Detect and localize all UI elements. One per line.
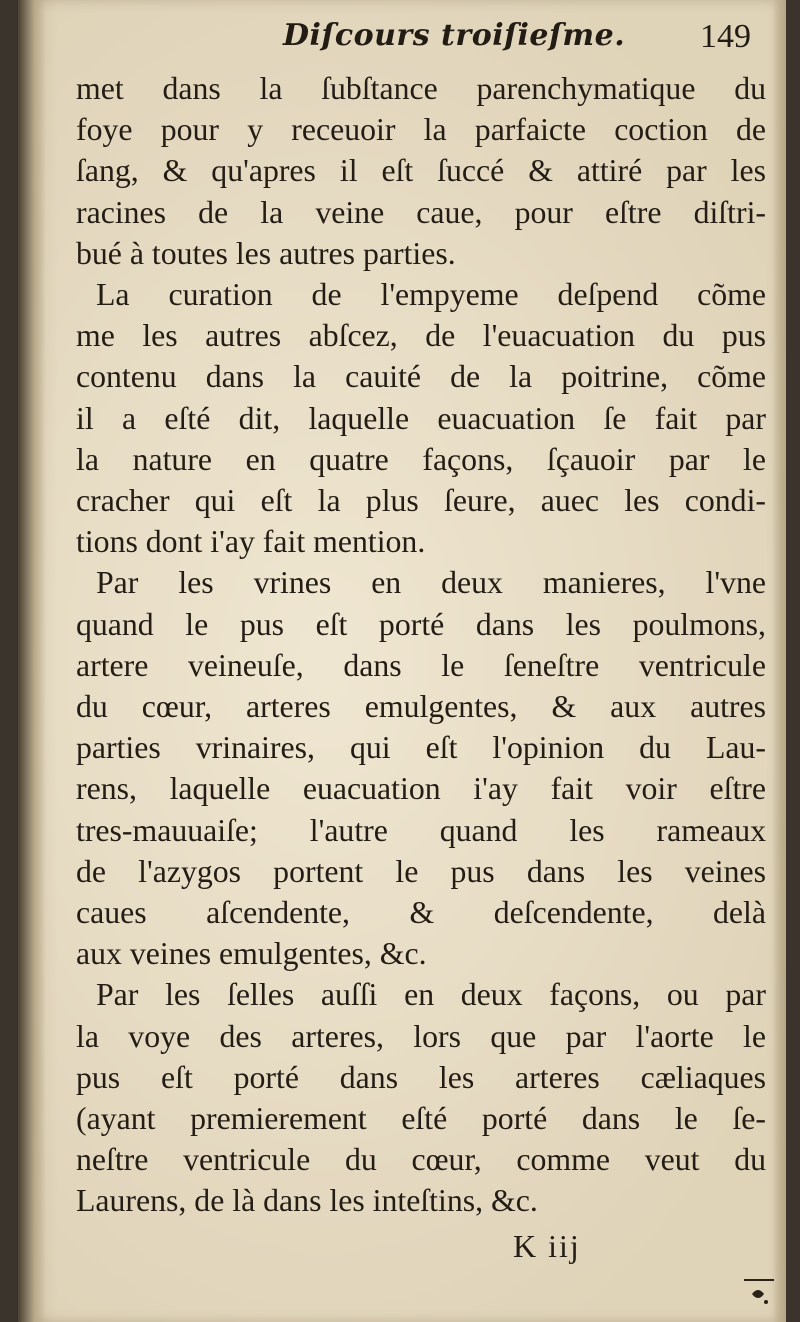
text-line-content: racines de la veine caue, pour eſtre diſtri- — [76, 194, 766, 230]
text-line — [76, 315, 766, 356]
text-line-content: il a eſté dit, laquelle euacuation ſe fait par — [76, 400, 766, 436]
text-line — [76, 727, 766, 768]
text-line — [76, 686, 766, 727]
text-line — [76, 892, 766, 933]
text-line — [76, 562, 766, 603]
text-line-content: de l'azygos portent le pus dans les veines — [76, 853, 766, 889]
text-line — [76, 68, 766, 109]
text-line — [76, 1180, 766, 1221]
text-line-content: (ayant premierement eſté porté dans le ſe- — [76, 1101, 766, 1137]
text-line — [76, 1139, 766, 1180]
text-line — [76, 604, 766, 645]
text-line-content: La curation de l'empyeme deſpend cõme — [96, 277, 766, 313]
text-line-content: quand le pus eſt porté dans les poulmons, — [76, 606, 766, 642]
text-line — [76, 109, 766, 150]
page-gutter — [18, 0, 46, 1322]
text-line — [76, 398, 766, 439]
text-line-content: tions dont i'ay fait mention. — [76, 524, 426, 560]
text-line-content: tres-mauuaiſe; l'autre quand les rameaux — [76, 812, 766, 848]
text-line-content: Par les ſelles auſſi en deux façons, ou par — [96, 977, 766, 1013]
text-line-content: parties vrinaires, qui eſt l'opinion du Lau- — [76, 730, 766, 766]
text-line-content: du cœur, arteres emulgentes, & aux autres — [76, 689, 766, 725]
text-line-content: me les autres abſcez, de l'euacuation du pus — [76, 318, 766, 354]
text-line — [76, 1057, 766, 1098]
text-line — [76, 274, 766, 315]
text-line-content: caues aſcendente, & deſcendente, delà — [76, 895, 766, 931]
text-line — [76, 645, 766, 686]
signature-mark: K iij — [513, 1228, 581, 1264]
text-line — [76, 480, 766, 521]
text-line-content: cracher qui eſt la plus ſeure, auec les condi- — [76, 483, 766, 519]
text-line — [76, 810, 766, 851]
text-line — [76, 768, 766, 809]
printer-ornament-icon — [740, 1272, 776, 1308]
text-line-content: foye pour y receuoir la parfaicte coction de — [76, 112, 766, 148]
running-head: Diſcours troiſieſme. — [283, 18, 626, 53]
text-line — [76, 233, 766, 274]
text-line-content: bué à toutes les autres parties. — [76, 235, 456, 271]
text-line — [76, 851, 766, 892]
text-line-content: met dans la ſubſtance parenchymatique du — [76, 71, 766, 106]
text-line-content: contenu dans la cauité de la poitrine, cõme — [76, 359, 766, 395]
text-line-content: Par les vrines en deux manieres, l'vne — [96, 565, 766, 601]
text-line-content: la nature en quatre façons, ſçauoir par le — [76, 441, 766, 477]
text-line — [76, 192, 766, 233]
text-line-content: ſang, & qu'apres il eſt ſuccé & attiré par les — [76, 153, 766, 189]
text-line — [76, 356, 766, 397]
text-line — [76, 150, 766, 191]
text-line — [76, 439, 766, 480]
book-page — [18, 0, 786, 1322]
text-line-content: la voye des arteres, lors que par l'aorte le — [76, 1018, 766, 1054]
text-line-content: Laurens, de là dans les inteſtin — [76, 1183, 463, 1219]
body-text — [76, 68, 766, 1222]
text-line-content: pus eſt porté dans les arteres cæliaques — [76, 1059, 766, 1095]
text-line — [76, 1098, 766, 1139]
text-line — [76, 933, 766, 974]
text-line-suffix: s, &c. — [462, 1183, 538, 1219]
text-line-content: neſtre ventricule du cœur, comme veut du — [76, 1142, 766, 1178]
text-line-content: artere veineuſe, dans le ſeneſtre ventricule — [76, 647, 766, 683]
text-line — [76, 1016, 766, 1057]
text-line-content: rens, laquelle euacuation i'ay fait voir eſtre — [76, 771, 766, 807]
text-line-content: aux veines emulgentes, &c. — [76, 936, 427, 972]
page-number: 149 — [700, 18, 751, 55]
page-edge — [772, 0, 786, 1322]
text-line — [76, 521, 766, 562]
text-line — [76, 974, 766, 1015]
